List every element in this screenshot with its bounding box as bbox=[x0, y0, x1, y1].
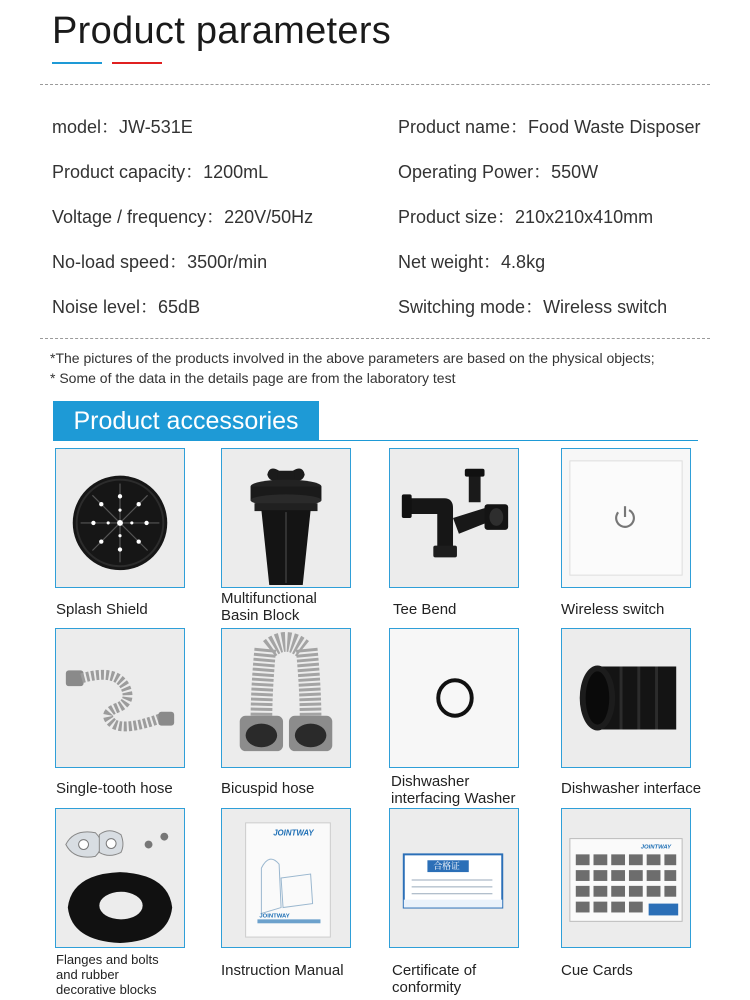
bicuspid-hose-icon bbox=[221, 628, 351, 768]
accessories-banner bbox=[53, 401, 319, 441]
label-dishwasher-interface: Dishwasher interface bbox=[561, 780, 702, 797]
param-speed: No-load speed：3500r/min bbox=[52, 252, 268, 272]
param-switching: Switching mode：Wireless switch bbox=[398, 297, 668, 317]
param-power: Operating Power：550W bbox=[398, 162, 599, 182]
label-tee-bend: Tee Bend bbox=[393, 601, 457, 618]
param-weight: Net weight：4.8kg bbox=[398, 252, 546, 272]
manual-icon bbox=[221, 808, 351, 948]
param-voltage: Voltage / frequency：220V/50Hz bbox=[52, 207, 314, 227]
label-certificate: Certificate of conformity bbox=[392, 962, 477, 996]
label-wireless-switch: Wireless switch bbox=[561, 601, 665, 618]
divider-bottom bbox=[40, 338, 710, 339]
note-laboratory: * Some of the data in the details page are from the laboratory test bbox=[50, 370, 456, 386]
certificate-icon bbox=[389, 808, 519, 948]
param-model: model：JW-531E bbox=[52, 117, 193, 137]
tee-bend-icon bbox=[389, 448, 519, 588]
certificate-title: 合格证 bbox=[433, 862, 460, 873]
label-bicuspid-hose: Bicuspid hose bbox=[221, 780, 315, 797]
label-single-tooth-hose: Single-tooth hose bbox=[56, 780, 173, 797]
wireless-switch-icon bbox=[561, 448, 691, 588]
accessories-underline bbox=[53, 440, 698, 441]
param-size: Product size：210x210x410mm bbox=[398, 207, 654, 227]
title-accent-blue bbox=[52, 62, 102, 64]
single-tooth-hose-icon bbox=[55, 628, 185, 768]
label-washer: Dishwasher interfacing Washer bbox=[391, 773, 516, 807]
splash-shield-icon bbox=[55, 448, 185, 588]
page-title: Product parameters bbox=[52, 10, 392, 52]
divider-top bbox=[40, 84, 710, 85]
label-splash-shield: Splash Shield bbox=[56, 601, 148, 618]
flange-bolts-icon bbox=[55, 808, 185, 948]
label-basin-block: Multifunctional Basin Block bbox=[221, 590, 317, 624]
label-manual: Instruction Manual bbox=[221, 962, 344, 979]
label-cue-cards: Cue Cards bbox=[561, 962, 633, 979]
note-pictures: *The pictures of the products involved in the above parameters are based on the physical objects; bbox=[50, 350, 655, 366]
cue-card-brand: JOINTWAY bbox=[640, 844, 672, 851]
dishwasher-interface-icon bbox=[561, 628, 691, 768]
washer-ring-icon bbox=[389, 628, 519, 768]
manual-footer-brand: JOINTWAY bbox=[259, 913, 290, 920]
basin-block-icon bbox=[221, 448, 351, 588]
cue-cards-icon bbox=[561, 808, 691, 948]
param-capacity: Product capacity：1200mL bbox=[52, 162, 269, 182]
param-product-name: Product name：Food Waste Disposer bbox=[398, 117, 701, 137]
manual-brand: JOINTWAY bbox=[273, 828, 314, 838]
param-noise: Noise level：65dB bbox=[52, 297, 201, 317]
accessories-title: Product accessories bbox=[73, 406, 299, 435]
title-accent-red bbox=[112, 62, 162, 64]
label-flange-bolts: Flanges and bolts and rubber decorative blocks bbox=[56, 952, 159, 997]
